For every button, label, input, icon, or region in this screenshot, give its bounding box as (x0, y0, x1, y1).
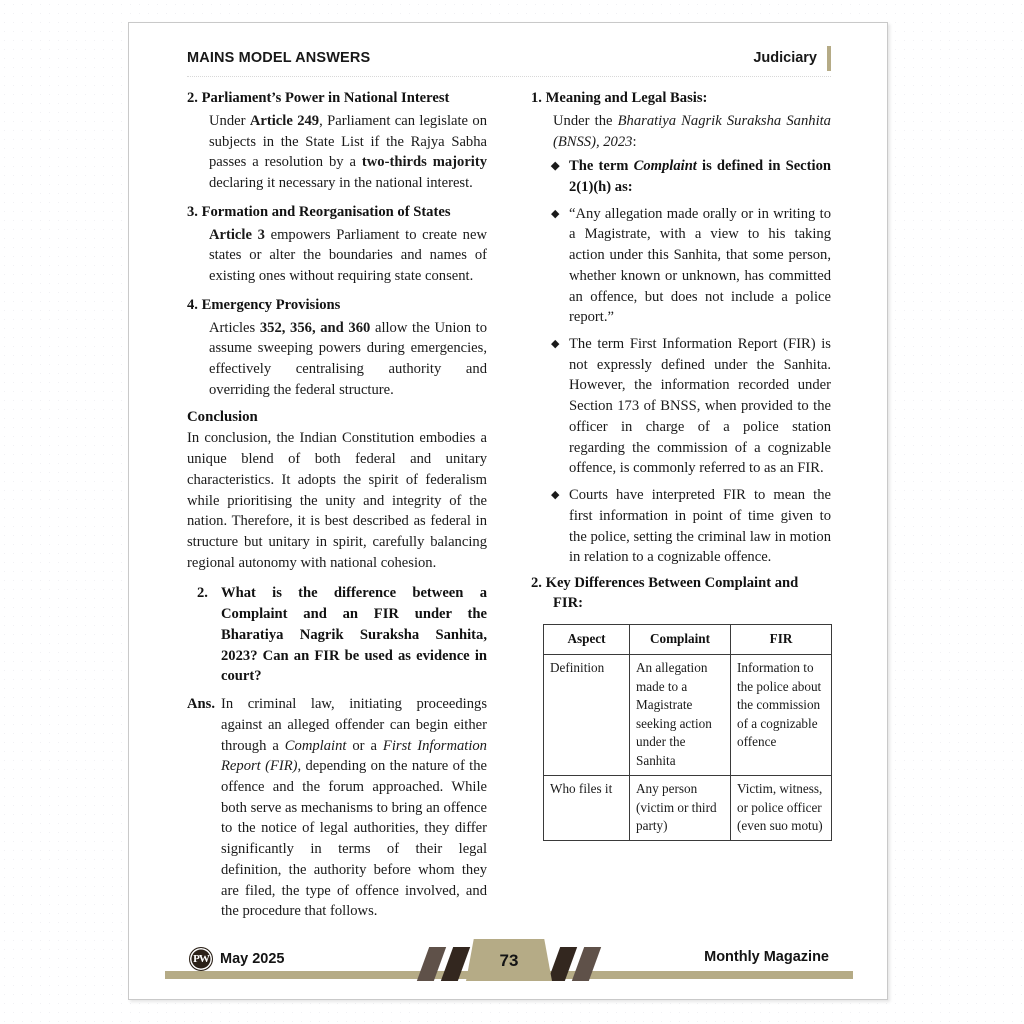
answer-label: Ans. (187, 696, 215, 713)
right-column (531, 89, 831, 841)
text-fragment: “Any allegation made orally or in writing to a Magistrate, with a view to his taking action under this Sanhita, that some person, whether known or unknown, has committed an offence, but does not include a police report.” (569, 205, 831, 326)
two-column-body (187, 89, 831, 920)
text-fragment: Under the (553, 112, 618, 129)
text-fragment: empowers Parliament to create new states or alter the boundaries and names of existing ones without requiring state consent. (209, 226, 487, 284)
list-item (531, 204, 831, 328)
table-cell-aspect: Who files it (544, 776, 630, 841)
chevron-right-outer (572, 947, 601, 981)
text-fragment: , Parliament can legislate on subjects in the State List if the Rajya Sabha passes a resolution by a (209, 112, 488, 171)
text-italic-complaint: Complaint (633, 158, 697, 175)
para-parliament-power (187, 111, 487, 194)
para-conclusion: In conclusion, the Indian Constitution embodies a unique blend of both federal and unitary characteristics. It adopts the spirit of federalism while prioritising the unity and integrity of the nation. Therefore, it is best described as federal in structure but unitary in spirit, carefully balancing regional autonomy with national cohesion. (187, 430, 487, 571)
heading-meaning-legal-basis: 1. Meaning and Legal Basis: (531, 90, 708, 106)
table-cell-aspect: Definition (544, 655, 630, 776)
footer-issue-date: May 2025 (220, 951, 285, 967)
text-italic-bnss: Bharatiya Nagrik Suraksha Sanhita (BNSS), 2023 (553, 112, 831, 150)
text-fragment: declaring it necessary in the national interest. (209, 175, 473, 191)
question-block (187, 583, 487, 687)
text-bold-article-3: Article 3 (209, 226, 265, 243)
page-sheet (128, 22, 888, 1000)
heading-emergency-provisions: 4. Emergency Provisions (187, 296, 341, 313)
table-header-fir: FIR (731, 624, 832, 654)
table-cell-fir: Victim, witness, or police officer (even suo motu) (731, 776, 832, 841)
text-fragment: Courts have interpreted FIR to mean the first information in point of time given to the police, setting the criminal law in motion in relation to a cognizable offence. (569, 487, 831, 566)
para-emergency-provisions (187, 318, 487, 401)
header-accent-tab (827, 46, 831, 71)
list-item (531, 334, 831, 479)
header-right-title: Judiciary (753, 50, 817, 66)
text-fragment: : (632, 133, 637, 150)
answer-block (187, 694, 487, 922)
text-fragment: is defined in Section 2(1)(h) as: (569, 158, 831, 195)
footer-left-group (189, 947, 285, 971)
diamond-bullet-icon: ◆ (551, 489, 560, 502)
table-header-complaint: Complaint (630, 624, 731, 654)
text-italic-fir: First Information Report (FIR) (221, 737, 487, 775)
table-header-aspect: Aspect (544, 624, 630, 654)
table-header-row (544, 624, 832, 654)
text-italic-complaint: Complaint (284, 737, 347, 754)
header-divider (187, 76, 831, 78)
list-item (531, 485, 831, 568)
chevron-left-inner (441, 947, 470, 981)
text-bold-article-249: Article 249 (249, 112, 320, 129)
table-cell-complaint: Any person (victim or third party) (630, 776, 731, 841)
text-fragment: or a (346, 737, 383, 754)
left-column (187, 89, 487, 922)
para-bnss-intro (531, 111, 831, 152)
table-row (544, 655, 832, 776)
heading-key-differences: 2. Key Differences Between Complaint and FIR: (531, 574, 799, 611)
text-fragment: , depending on the nature of the offence and the forum approached. While both serve as mechanisms to bring an offence to the notice of legal authorities, they differ significantly in terms of their legal definition, the authority before whom they are filed, the type of offence involved, and the procedure that follows. (221, 758, 488, 920)
text-bold-two-thirds: two-thirds majority (361, 154, 488, 171)
header-left-title: MAINS MODEL ANSWERS (187, 50, 371, 66)
heading-parliament-power: 2. Parliament’s Power in National Interest (187, 90, 450, 106)
page-header (187, 45, 831, 85)
question-text: What is the difference between a Complaint and an FIR under the Bharatiya Nagrik Suraksha Sanhita, 2023? Can an FIR be used as evidence in court? (221, 585, 487, 685)
text-bold-articles-352-356-360: 352, 356, and 360 (259, 319, 371, 336)
footer-magazine-label: Monthly Magazine (704, 949, 829, 965)
bullet-list-definitions (531, 156, 831, 568)
comparison-table (543, 624, 832, 842)
list-item (531, 156, 831, 197)
text-fragment: Under (209, 112, 250, 129)
page-content-area (187, 45, 831, 975)
question-number: 2. (197, 585, 208, 602)
text-fragment: The term (569, 158, 634, 175)
heading-conclusion: Conclusion (187, 409, 258, 426)
text-fragment: Articles (209, 319, 260, 336)
text-fragment: allow the Union to assume sweeping powers during emergencies, effectively centralising authority and overriding the federal structure. (209, 319, 487, 398)
text-fragment: The term First Information Report (FIR) is not expressly defined under the Sanhita. However, the information recorded under Section 173 of BNSS, when provided to the officer in charge of a police station regarding the commission of a cognizable offence, is commonly referred to as an FIR. (569, 336, 831, 477)
pw-logo-icon: PW (189, 947, 213, 971)
table-cell-fir: Information to the police about the commission of a cognizable offence (731, 655, 832, 776)
diamond-bullet-icon: ◆ (551, 160, 560, 173)
answer-text (221, 694, 487, 922)
para-formation-states (187, 225, 487, 287)
heading-formation-states: 3. Formation and Reorganisation of States (187, 203, 451, 220)
page-number: 73 (499, 951, 519, 970)
text-fragment: In criminal law, initiating proceedings against an alleged offender can begin either through a (221, 696, 487, 754)
page-number-badge (421, 939, 597, 983)
page-footer (187, 935, 831, 991)
table-row (544, 776, 832, 841)
table-cell-complaint: An allegation made to a Magistrate seeking action under the Sanhita (630, 655, 731, 776)
diamond-bullet-icon: ◆ (551, 207, 560, 220)
diamond-bullet-icon: ◆ (551, 338, 560, 351)
